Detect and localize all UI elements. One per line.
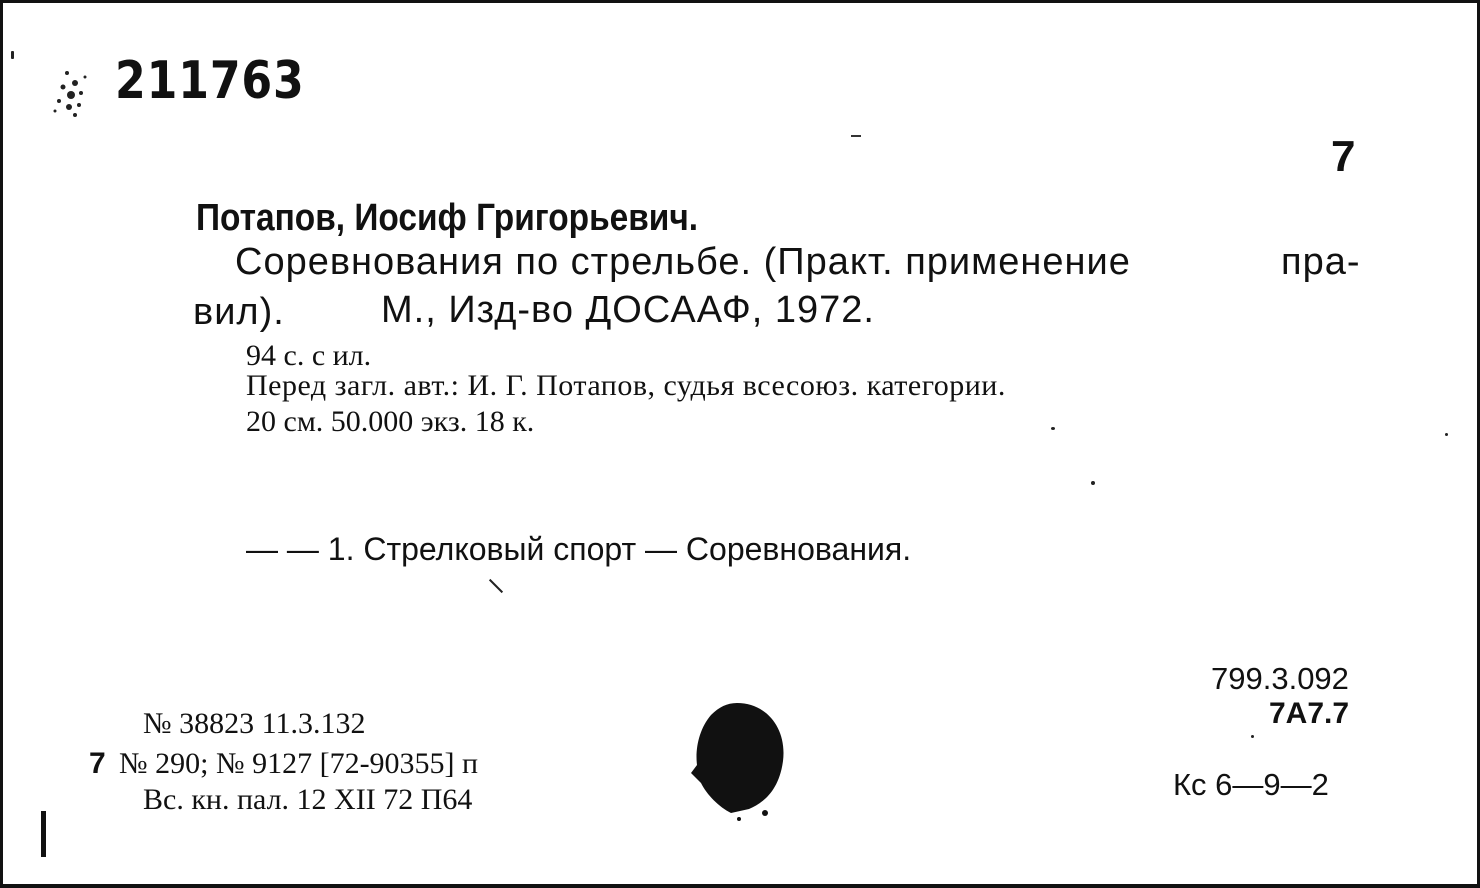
imprint: М., Изд-во ДОСААФ, 1972. bbox=[381, 289, 875, 331]
author-mark: Кс 6—9—2 bbox=[1173, 767, 1329, 802]
stray-mark bbox=[489, 579, 503, 593]
subject-heading: — — 1. Стрелковый спорт — Соревнования. bbox=[246, 531, 912, 567]
ink-blot-icon bbox=[679, 699, 791, 825]
class-code: 7А7.7 bbox=[1269, 697, 1350, 730]
order-line-2-prefix: 7 bbox=[89, 747, 106, 780]
speck bbox=[1091, 481, 1095, 485]
margin-mark bbox=[41, 811, 46, 857]
order-line-1: № 38823 11.3.132 bbox=[143, 707, 366, 740]
note: Перед загл. авт.: И. Г. Потапов, судья всесоюз. категории. bbox=[246, 369, 1006, 402]
tray-digit: 7 bbox=[1331, 132, 1356, 181]
title-line-2: вил). bbox=[193, 291, 285, 333]
author-heading: Потапов, Иосиф Григорьевич. bbox=[196, 197, 699, 239]
order-line-2: № 290; № 9127 [72-90355] п bbox=[119, 747, 479, 780]
accession-number: 211763 bbox=[115, 51, 305, 111]
speck bbox=[1051, 427, 1055, 430]
title-line-1: Соревнования по стрельбе. (Практ. применение bbox=[235, 241, 1131, 283]
collation: 94 с. с ил. bbox=[246, 339, 372, 372]
stamp-mark-icon bbox=[45, 65, 95, 121]
speck bbox=[11, 51, 14, 59]
class-number: 799.3.092 bbox=[1211, 661, 1349, 696]
speck bbox=[1251, 735, 1254, 738]
speck bbox=[1445, 433, 1448, 436]
order-line-3: Вс. кн. пал. 12 XII 72 П64 bbox=[143, 783, 473, 816]
size-run-price: 20 см. 50.000 экз. 18 к. bbox=[246, 405, 535, 438]
dash-mark bbox=[851, 135, 861, 137]
title-line-1-hyphenation: пра- bbox=[1281, 241, 1361, 283]
